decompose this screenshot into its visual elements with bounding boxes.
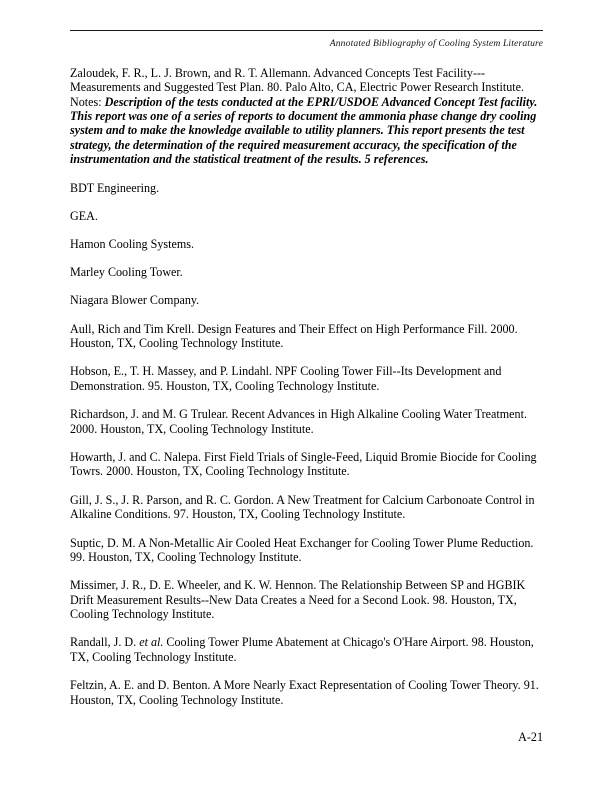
entry-citation-text: Zaloudek, F. R., L. J. Brown, and R. T. Allemann. Advanced Concepts Test Facility---Measurements and Suggested Test Plan. 80. Palo Alto, CA, Electric Power Research Institute. Notes: <box>70 66 525 109</box>
bibliography-entry-niagara-blower-company <box>70 293 543 307</box>
entry-et-al-italic: et al. <box>139 635 164 650</box>
bibliography-entry-zaloudek <box>70 66 543 166</box>
bibliography-entry-hobson <box>70 364 543 393</box>
bibliography-entry-bdt-engineering <box>70 181 543 195</box>
header-rule <box>70 30 543 31</box>
entry-citation-text: Marley Cooling Tower. <box>70 265 183 280</box>
running-head: Annotated Bibliography of Cooling System Literature <box>329 38 543 49</box>
bibliography-entry-richardson <box>70 407 543 436</box>
bibliography-entry-aull-krell <box>70 322 543 351</box>
page-number: A-21 <box>518 730 543 744</box>
entry-citation-text: BDT Engineering. <box>70 180 160 195</box>
bibliography-entry-randall <box>70 635 543 664</box>
entry-citation-text: Suptic, D. M. A Non-Metallic Air Cooled Heat Exchanger for Cooling Tower Plume Reduction. 99. Houston, TX, Cooling Technology Institute. <box>70 535 534 564</box>
entry-citation-text: Feltzin, A. E. and D. Benton. A More Nearly Exact Representation of Cooling Tower Theory. 91. Houston, TX, Cooling Technology Institute. <box>70 678 539 707</box>
entry-citation-text: Howarth, J. and C. Nalepa. First Field Trials of Single-Feed, Liquid Bromie Biocide for Cooling Towrs. 2000. Houston, TX, Cooling Technology Institute. <box>70 450 537 479</box>
entry-citation-text: Missimer, J. R., D. E. Wheeler, and K. W. Hennon. The Relationship Between SP and HGBIK Drift Measurement Results--New Data Creates a Need for a Second Look. 98. Houston, TX, Cooling Technology Institute. <box>70 578 526 622</box>
bibliography-list <box>70 66 543 721</box>
bibliography-entry-gea <box>70 209 543 223</box>
bibliography-entry-howarth <box>70 450 543 479</box>
entry-citation-text: Hamon Cooling Systems. <box>70 236 194 251</box>
entry-citation-text: Gill, J. S., J. R. Parson, and R. C. Gordon. A New Treatment for Calcium Carbonoate Control in Alkaline Conditions. 97. Houston, TX, Cooling Technology Institute. <box>70 492 535 522</box>
entry-citation-text: Aull, Rich and Tim Krell. Design Features and Their Effect on High Performance Fill. 2000. Houston, TX, Cooling Technology Institute. <box>70 321 518 351</box>
bibliography-entry-suptic <box>70 536 543 565</box>
entry-notes-text: Description of the tests conducted at the EPRI/USDOE Advanced Concept Test facility. This report was one of a series of reports to document the ammonia phase change dry cooling system and to make the knowledge available to utility planners. This report presents the test strategy, the determination of the required measurement accuracy, the specification of the instrumentation and the statistical treatment of the results. 5 references. <box>70 94 538 167</box>
entry-citation-text-before: Randall, J. D. <box>70 635 140 650</box>
entry-citation-text: Niagara Blower Company. <box>70 293 200 308</box>
bibliography-entry-hamon-cooling-systems <box>70 237 543 251</box>
bibliography-entry-feltzin <box>70 678 543 707</box>
entry-citation-text: Hobson, E., T. H. Massey, and P. Lindahl. NPF Cooling Tower Fill--Its Development and Demonstration. 95. Houston, TX, Cooling Technology Institute. <box>70 364 502 393</box>
entry-citation-text-after: Cooling Tower Plume Abatement at Chicago's O'Hare Airport. 98. Houston, TX, Cooling Technology Institute. <box>70 635 534 664</box>
entry-citation-text: Richardson, J. and M. G Trulear. Recent Advances in High Alkaline Cooling Water Treatment. 2000. Houston, TX, Cooling Technology Institute. <box>70 407 527 436</box>
bibliography-entry-missimer <box>70 578 543 621</box>
entry-citation-text: GEA. <box>70 208 98 223</box>
bibliography-entry-marley-cooling-tower <box>70 265 543 279</box>
bibliography-entry-gill <box>70 493 543 522</box>
